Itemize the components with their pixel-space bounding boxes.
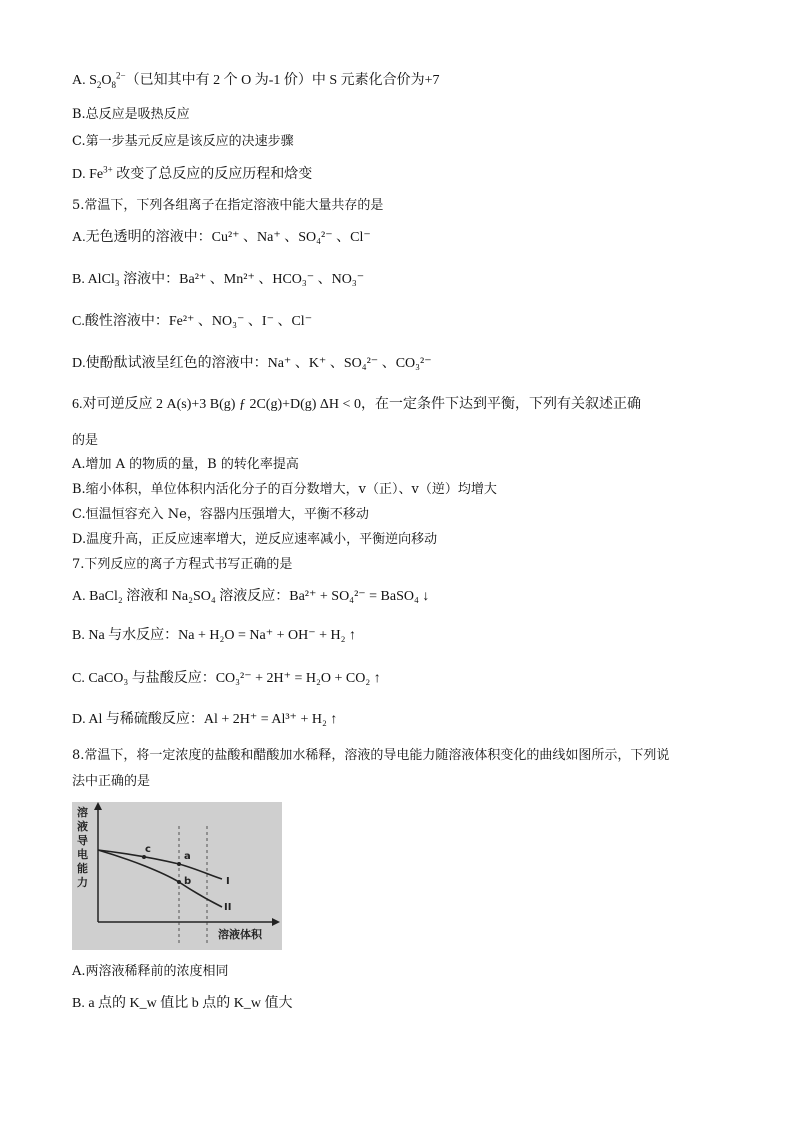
q4-option-a-text: （已知其中有 2 个 O 为-1 价）中 S 元素化合价为+7 [125,73,440,88]
ylabel-char-2: 液 [77,820,88,833]
q5-option-a: A.无色透明的溶液中：Cu²⁺ 、Na⁺ 、SO₄²⁻ 、Cl⁻ [72,230,371,245]
point-a [177,862,181,866]
ylabel-char-1: 溶 [77,806,88,819]
q7-option-c: C. CaCO₃ 与盐酸反应：CO₃²⁻ + 2H⁺ = H₂O + CO₂ ↑ [72,671,381,686]
q6-option-c: C.恒温恒容充入 Ne，容器内压强增大，平衡不移动 [72,507,369,522]
q4-option-a [72,72,440,90]
q4-option-b: B.总反应是吸热反应 [72,107,190,122]
q7-option-b: B. Na 与水反应：Na + H₂O = Na⁺ + OH⁻ + H₂ ↑ [72,628,356,643]
q6-stem-line2: 的是 [72,433,99,448]
q5-option-b: B. AlCl₃ 溶液中：Ba²⁺ 、Mn²⁺ 、HCO₃⁻ 、NO₃⁻ [72,272,365,287]
q4-option-a-sub: 2 [96,79,102,90]
y-axis-arrow [94,802,102,810]
q8-option-a: A.两溶液稀释前的浓度相同 [72,964,229,979]
q6-option-b: B.缩小体积，单位体积内活化分子的百分数增大，v（正）、v（逆）均增大 [72,482,497,497]
ylabel-char-6: 力 [77,876,88,889]
q4-option-d-text: 改变了总反应的反应历程和焓变 [112,167,313,182]
q6-option-a: A.增加 A 的物质的量，B 的转化率提高 [72,457,299,472]
q7-stem: 7.下列反应的离子方程式书写正确的是 [72,557,293,572]
q7-option-a: A. BaCl₂ 溶液和 Na₂SO₄ 溶液反应：Ba²⁺ + SO₄²⁻ = BaSO₄ ↓ [72,589,430,604]
conductivity-figure [72,802,282,950]
conductivity-chart [72,802,282,950]
ylabel-char-5: 能 [77,862,88,875]
q4-option-a-sup: 2− [116,70,126,81]
q4-option-d-prefix: D. Fe [72,167,104,182]
q8-stem-line1: 8.常温下，将一定浓度的盐酸和醋酸加水稀释，溶液的导电能力随溶液体积变化的曲线如图所示，下列说 [72,748,670,763]
q4-option-a-o: O [101,73,112,88]
ylabel-char-3: 导 [77,834,88,847]
q6-option-d: D.温度升高，正反应速率增大，逆反应速率减小，平衡逆向移动 [72,532,438,547]
q4-option-a-sub2: 8 [111,79,117,90]
xlabel: 溶液体积 [218,928,262,941]
q8-option-b: B. a 点的 K_w 值比 b 点的 K_w 值大 [72,996,293,1011]
label-curve-ii: II [224,902,232,913]
curve-ii [98,850,222,907]
label-b: b [184,876,192,887]
point-b [177,880,181,884]
point-c [142,855,146,859]
ylabel-char-4: 电 [77,848,88,861]
q4-option-c: C.第一步基元反应是该反应的决速步骤 [72,134,294,149]
q4-option-d-sup: 3+ [103,164,113,175]
label-a: a [184,851,191,862]
q5-option-c: C.酸性溶液中：Fe²⁺ 、NO₃⁻ 、I⁻ 、Cl⁻ [72,314,313,329]
q4-option-d [72,166,312,184]
x-axis-arrow [272,918,280,926]
q6-stem-line1: 6.对可逆反应 2 A(s)+3 B(g) ƒ 2C(g)+D(g) ΔH < 0，在一定条件下达到平衡，下列有关叙述正确 [72,397,641,412]
q5-stem: 5.常温下，下列各组离子在指定溶液中能大量共存的是 [72,198,384,213]
q8-stem-line2: 法中正确的是 [72,774,151,789]
label-curve-i: I [226,876,230,887]
q7-option-d: D. Al 与稀硫酸反应：Al + 2H⁺ = Al³⁺ + H₂ ↑ [72,712,338,727]
q4-option-a-prefix: A. S [72,73,97,88]
curve-i [98,850,222,879]
q5-option-d: D.使酚酞试液呈红色的溶液中：Na⁺ 、K⁺ 、SO₄²⁻ 、CO₃²⁻ [72,356,432,371]
label-c: c [145,844,151,855]
